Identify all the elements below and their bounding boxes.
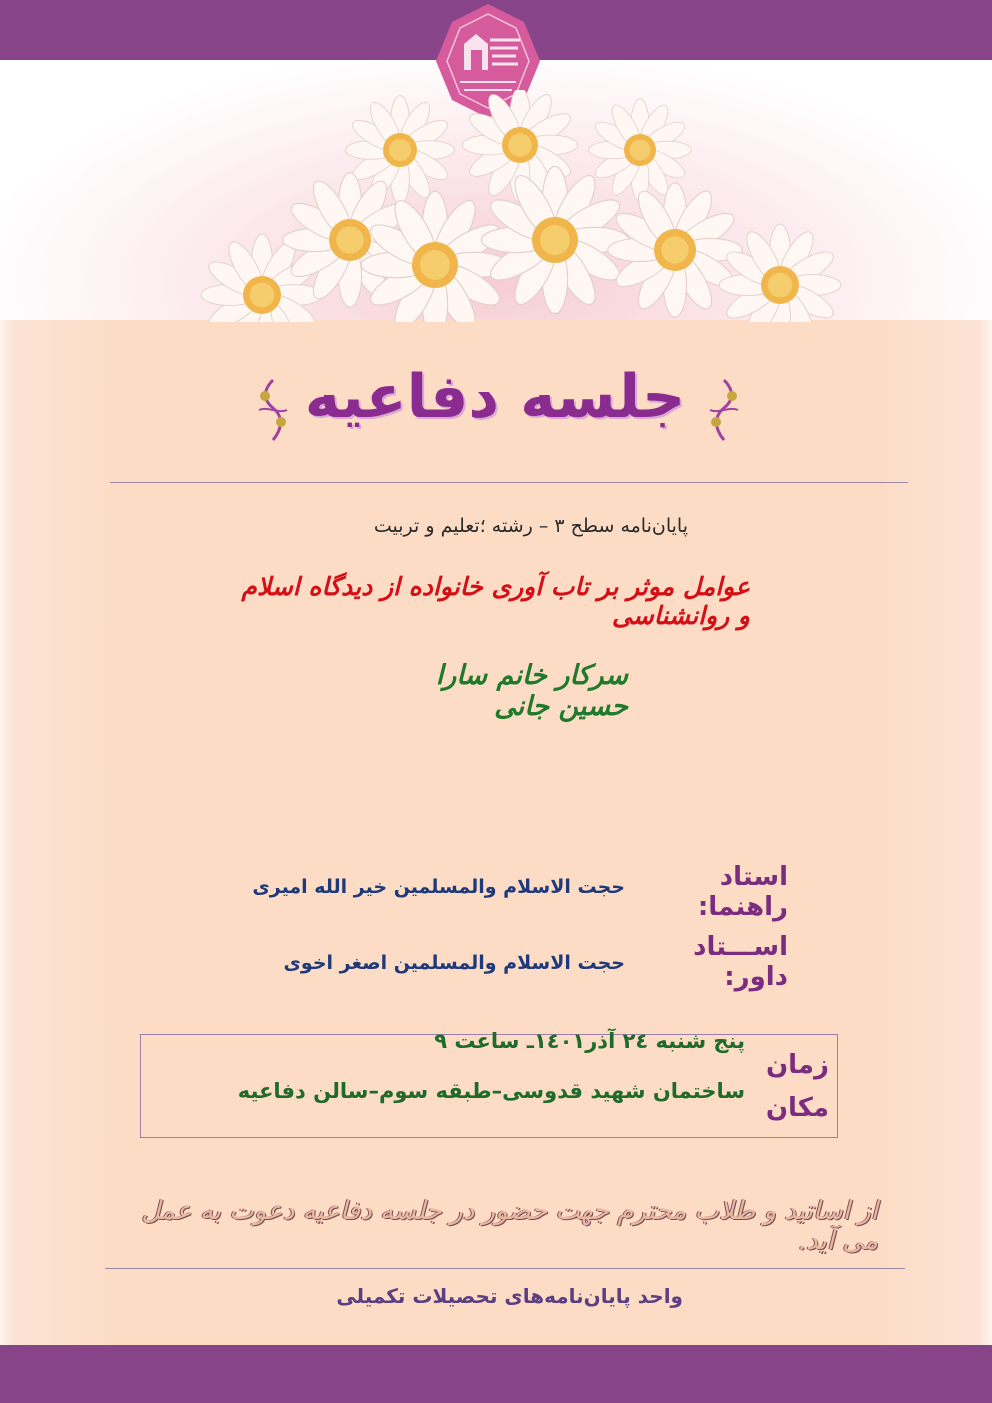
floral-ornament-left-icon xyxy=(255,378,291,442)
advisor-label: استاد راهنما: xyxy=(697,862,788,922)
referee-label: اســـتاد داور: xyxy=(693,932,788,992)
floral-ornament-right-icon xyxy=(706,378,742,442)
footer-unit: واحد پایان‌نامه‌های تحصیلات تکمیلی xyxy=(336,1284,683,1308)
divider-bottom xyxy=(105,1268,905,1269)
invitation-text: از اساتید و طلاب محترم جهت حضور در جلسه دفاعیه دعوت به عمل می آید. xyxy=(141,1196,878,1256)
page-title: جلسه دفاعیه xyxy=(304,362,686,432)
referee-name: حجت الاسلام والمسلمین اصغر اخوی xyxy=(283,952,625,974)
student-name: سرکار خانم سارا حسین جانی xyxy=(435,660,628,722)
place-label: مکان xyxy=(765,1093,829,1123)
bottom-band xyxy=(0,1345,992,1403)
content-panel xyxy=(0,320,992,1345)
daisy-flowers-illustration xyxy=(170,90,860,322)
thesis-level-line: پایان‌نامه سطح ۳ – رشته ؛تعلیم و تربیت xyxy=(373,515,688,537)
thesis-title: عوامل موثر بر تاب آوری خانواده از دیدگاه اسلام و روانشناسی xyxy=(241,572,750,630)
schedule-box xyxy=(140,1029,838,1138)
place-value: ساختمان شهید قدوسی–طبقه سوم–سالن دفاعیه xyxy=(237,1079,745,1103)
divider-top xyxy=(110,482,908,483)
time-value: پنج شنبه ٢٤ آذر١٤٠١ـ ساعت ٩ xyxy=(434,1029,745,1053)
advisor-name: حجت الاسلام والمسلمین خیر الله امیری xyxy=(252,876,625,898)
time-label: زمان xyxy=(765,1050,829,1080)
